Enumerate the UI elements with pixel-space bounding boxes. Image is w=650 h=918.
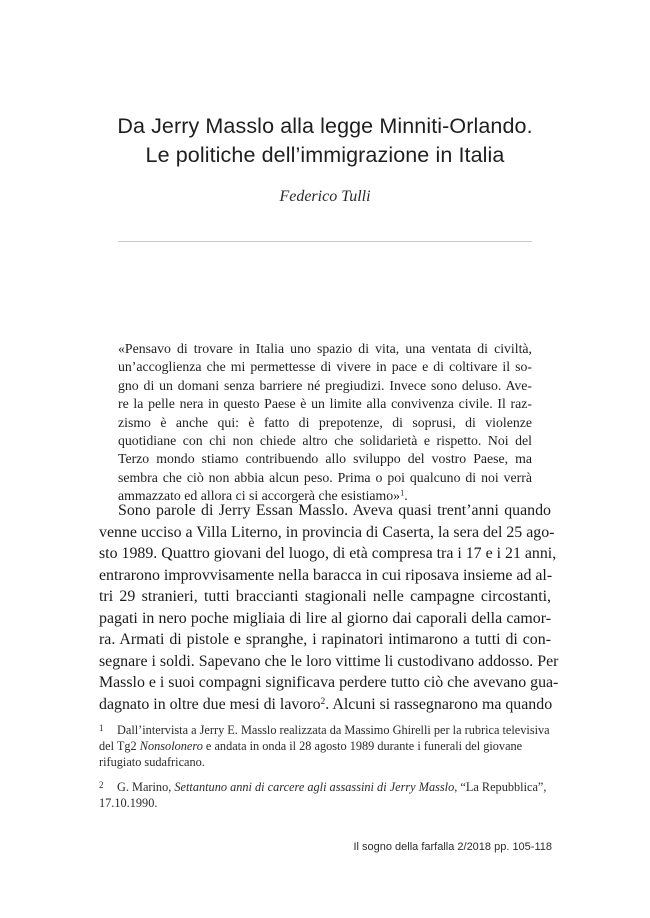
footnote-1 (99, 720, 551, 771)
footnote-2 (99, 777, 551, 811)
quote-line: un’accoglienza che mi permettesse di vivere in pace e di coltivare il so- (118, 359, 532, 375)
quote-line: Terzo mondo stiamo contribuendo allo sviluppo del vostro Paese, ma (118, 451, 532, 467)
body-line-part: dagnato in oltre due mesi di lavoro (99, 695, 321, 713)
body-line: pagati in nero poche migliaia di lire al giorno dai caporali della camor- (99, 609, 551, 627)
body-line-part: . Alcuni si rassegnarono ma quando (325, 695, 553, 713)
author-name: Federico Tulli (279, 188, 371, 205)
journal-footer: Il sogno della farfalla 2/2018 pp. 105-118 (353, 841, 552, 853)
title-divider (118, 241, 532, 242)
footnote-program-title: Nonsolonero (139, 739, 203, 754)
title-line-1: Da Jerry Masslo alla legge Minniti-Orlando. (117, 114, 533, 138)
title-line-2: Le politiche dell’immigrazione in Italia (145, 143, 505, 167)
footnote-text: e andata in onda il 28 agosto 1989 durante i funerali del giovane rifugiato sudafricano. (99, 739, 523, 770)
body-line: tri 29 stranieri, tutti braccianti stagionali nelle campagne circostanti, (99, 588, 551, 605)
quote-line: quotidiane con chi non chiede altro che solidarietà e rispetto. Noi del (118, 433, 532, 449)
body-line: ra. Armati di pistole e spranghe, i rapinatori intimarono a tutti di con- (99, 631, 551, 648)
quote-line: re la pelle nera in questo Paese è un limite alla convivenza civile. Il raz- (118, 396, 532, 412)
epigraph-quote (118, 340, 532, 506)
body-line: venne ucciso a Villa Literno, in provincia di Caserta, la sera del 25 ago- (99, 523, 555, 541)
body-line: Sono parole di Jerry Essan Masslo. Aveva quasi trent’anni quando (118, 502, 551, 519)
body-last-line (99, 694, 551, 716)
quote-line: «Pensavo di trovare in Italia uno spazio di vita, una ventata di civiltà, (118, 341, 532, 356)
footnote-article-title: Settantuno anni di carcere agli assassini di Jerry Masslo (174, 779, 455, 794)
body-line: sto 1989. Quattro giovani del luogo, di età compresa tra i 17 e i 21 anni, (99, 545, 557, 562)
footnote-number: 2 (99, 779, 104, 790)
footnote-text: , “La Repubblica”, 17.10.1990. (99, 779, 547, 810)
footnotes (99, 720, 551, 817)
footnote-ref-1[interactable]: 1 (400, 488, 405, 498)
body-line: entrarono improvvisamente nella baracca in cui riposava insieme ad al- (99, 566, 553, 584)
footnote-text: Dall’intervista a Jerry E. Masslo realizzata da Massimo Ghirelli per la rubrica televisiva del Tg2 (99, 723, 550, 754)
body-line: segnare i soldi. Sapevano che le loro vittime li custodivano addosso. Per (99, 652, 559, 670)
body-line: Masslo e i suoi compagni significava perdere tutto ciò che avevano gua- (99, 674, 559, 691)
quote-last-line: ammazzato ed allora ci si accorgerà che esistiamo»$^1$. (118, 488, 408, 504)
body-paragraph (99, 500, 559, 715)
article-title (0, 112, 650, 170)
footnote-ref-2[interactable]: 2 (320, 695, 326, 707)
quote-line: gno di un domani senza barriere né pregiudizi. Invece sono deluso. Ave- (118, 377, 532, 393)
quote-line: zismo è anche qui: è fatto di prepotenze, di soprusi, di violenze (118, 414, 532, 430)
footnote-number: 1 (99, 723, 104, 733)
quote-line: ammazzato ed allora ci si accorgerà che esistiamo» (118, 488, 401, 504)
quote-line: sembra che ciò non abbia alcun peso. Prima o poi qualcuno di noi verrà (118, 469, 532, 485)
footnote-text: G. Marino, (117, 779, 175, 794)
